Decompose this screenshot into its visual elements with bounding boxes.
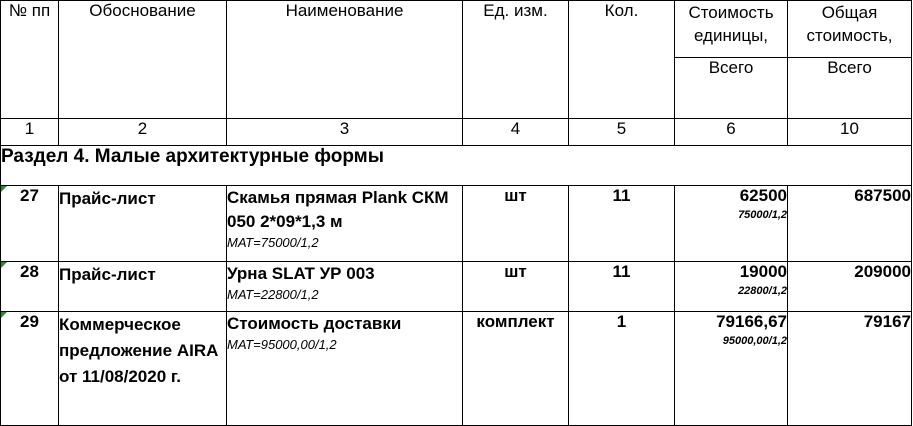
row-unit: комплект [463, 312, 569, 426]
table-row [1, 312, 912, 426]
row-number: 29 [1, 312, 59, 426]
col-number-1: 1 [1, 119, 59, 146]
header-total-cost-sub: Всего [788, 58, 912, 119]
header-total-cost: Общая стоимость, [788, 1, 912, 58]
col-number-4: 4 [463, 119, 569, 146]
col-number-3: 3 [227, 119, 463, 146]
row-price-formula: 75000/1,2 [738, 209, 787, 221]
row-total: 79167 [788, 312, 912, 426]
row-price-value: 79166,67 [716, 312, 787, 331]
col-number-2: 2 [59, 119, 227, 146]
row-qty: 11 [569, 262, 675, 312]
header-unit-cost: Стоимость единицы, [675, 1, 788, 58]
header-unit: Ед. изм. [463, 1, 569, 119]
row-name [227, 262, 463, 312]
row-price [675, 262, 788, 312]
header-nn: № пп [1, 1, 59, 119]
row-name-text: Урна SLAT УР 003 [227, 264, 375, 283]
row-unit: шт [463, 186, 569, 262]
row-mat-formula: МАТ=75000/1,2 [227, 235, 319, 250]
row-total: 209000 [788, 262, 912, 312]
comment-marker-icon [1, 262, 7, 268]
header-unit-cost-sub: Всего [675, 58, 788, 119]
comment-marker-icon [1, 312, 7, 318]
row-qty: 1 [569, 312, 675, 426]
col-number-10: 10 [788, 119, 912, 146]
row-price-formula: 95000,00/1,2 [722, 335, 787, 347]
table-row [1, 262, 912, 312]
col-number-5: 5 [569, 119, 675, 146]
row-number: 27 [1, 186, 59, 262]
row-mat-formula: МАТ=95000,00/1,2 [227, 337, 337, 352]
header-qty: Кол. [569, 1, 675, 119]
row-basis: Прайс-лист [59, 262, 227, 312]
table-row [1, 186, 912, 262]
section-title: Раздел 4. Малые архитектурные формы [1, 146, 912, 186]
row-name-text: Скамья прямая Plank СКМ 050 2*09*1,3 м [227, 188, 449, 231]
col-number-6: 6 [675, 119, 788, 146]
row-total: 687500 [788, 186, 912, 262]
row-unit: шт [463, 262, 569, 312]
row-basis: Коммерческое предложение AIRA от 11/08/2020 г. [59, 312, 227, 426]
row-number: 28 [1, 262, 59, 312]
row-price-value: 19000 [739, 262, 787, 281]
row-price-formula: 22800/1,2 [738, 285, 787, 297]
row-price [675, 312, 788, 426]
row-price-value: 62500 [739, 186, 787, 205]
header-basis: Обоснование [59, 1, 227, 119]
row-qty: 11 [569, 186, 675, 262]
comment-marker-icon [1, 186, 7, 192]
row-name-text: Стоимость доставки [227, 314, 402, 333]
row-name [227, 186, 463, 262]
row-name [227, 312, 463, 426]
row-basis: Прайс-лист [59, 186, 227, 262]
row-price [675, 186, 788, 262]
row-mat-formula: МАТ=22800/1,2 [227, 287, 319, 302]
header-name: Наименование [227, 1, 463, 119]
